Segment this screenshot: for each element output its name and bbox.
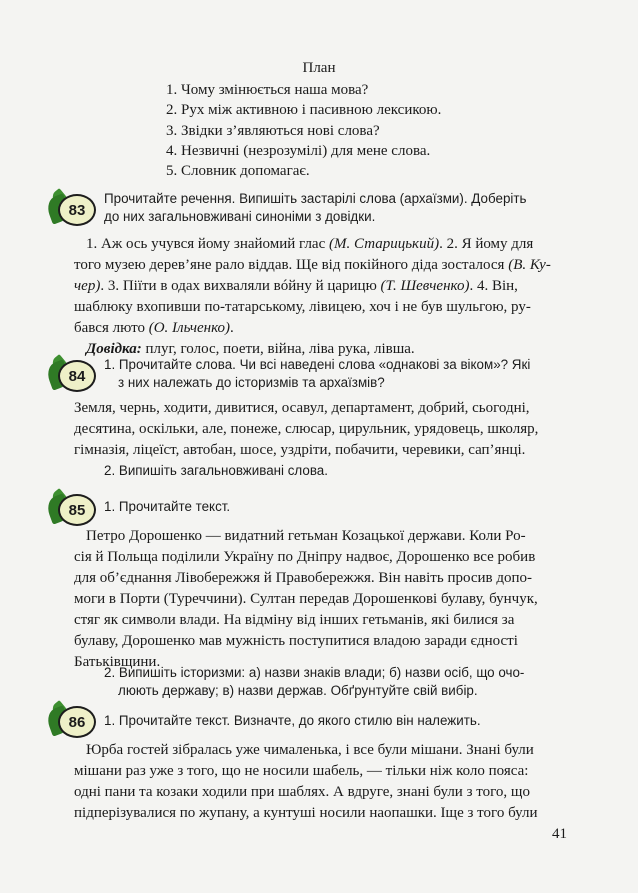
- text-line: Юрба гостей зібралась уже чималенька, і все були мішани. Знані були: [86, 742, 534, 758]
- plan-title: План: [302, 60, 336, 76]
- exercise-number: 83: [58, 194, 96, 226]
- text-fragment: 1. Аж ось учувся йому знайомий глас: [86, 236, 329, 252]
- exercise-86-badge: [48, 704, 94, 738]
- task-line: з них належать до історизмів та архаїзмів?: [118, 374, 385, 390]
- exercise-number: 84: [58, 360, 96, 392]
- author-citation: чер): [74, 278, 101, 294]
- plan-list: [166, 80, 441, 181]
- text-fragment: . 4. Він,: [469, 278, 518, 294]
- task-line: люють державу; в) назви держав. Обґрунтуйте свій вибір.: [118, 682, 478, 698]
- author-citation: (Т. Шевченко): [380, 278, 470, 294]
- exercise-84-words: [74, 398, 554, 461]
- text-line: Петро Дорошенко — видатний гетьман Козацької держави. Коли Ро-: [86, 528, 526, 544]
- text-line: Батьківщини.: [74, 654, 161, 670]
- page-number: 41: [552, 826, 567, 842]
- text-fragment: бався люто: [74, 320, 149, 336]
- exercise-86-task: 1. Прочитайте текст. Визначте, до якого стилю він належить.: [104, 713, 481, 728]
- plan-item: 2. Рух між активною і пасивною лексикою.: [166, 102, 442, 119]
- exercise-86-text: [74, 740, 554, 824]
- exercise-84-task: [104, 356, 530, 391]
- task-line: 1. Прочитайте слова. Чи всі наведені слова «однакові за віком»? Які: [104, 357, 531, 372]
- plan-item: 1. Чому змінюється наша мова?: [166, 82, 369, 98]
- text-line: сія й Польща поділили Україну по Дніпру надвоє, Дорошенко все робив: [74, 549, 536, 565]
- text-fragment: . 2. Я йому для: [439, 236, 534, 252]
- text-fragment: . 3. Піїти в одах вихваляли вóйну й царицю: [100, 278, 381, 294]
- text-line: мішани раз уже з того, що не носили шабель, — тільки ніж коло пояса:: [74, 763, 529, 779]
- text-line: Земля, чернь, ходити, дивитися, осавул, департамент, добрий, сьогодні,: [74, 400, 530, 416]
- text-fragment: шаблюку вхопивши по-татарському, лівицею, хоч і не був шульгою, ру-: [74, 299, 531, 315]
- author-citation: (В. Ку-: [508, 257, 551, 273]
- plan-item: 5. Словник допомагає.: [166, 163, 310, 180]
- exercise-84-task-2: 2. Випишіть загальновживані слова.: [104, 463, 328, 478]
- exercise-83-text: [74, 234, 554, 360]
- text-fragment: того музею дерев’яне рало віддав. Ще від покійного діда зосталося: [74, 257, 509, 273]
- text-line: стяг як символи влади. На відміну від інших гетьманів, які билися за: [74, 612, 515, 628]
- reference-label: Довідка:: [86, 341, 142, 357]
- reference-text: плуг, голос, поети, війна, ліва рука, лівша.: [141, 341, 415, 357]
- exercise-85-text: [74, 526, 554, 673]
- exercise-84-badge: [48, 358, 94, 392]
- text-line: гімназія, ліцеїст, автобан, шосе, уздріти, побачити, черевики, сап’янці.: [74, 442, 526, 458]
- exercise-85-badge: [48, 492, 94, 526]
- exercise-number: 85: [58, 494, 96, 526]
- task-line: Прочитайте речення. Випишіть застарілі слова (архаїзми). Доберіть: [104, 191, 527, 206]
- exercise-number: 86: [58, 706, 96, 738]
- text-line: одні пани та козаки ходили при шаблях. А вдруге, знані були з того, що: [74, 784, 530, 800]
- plan-item: 3. Звідки з’являються нові слова?: [166, 122, 380, 139]
- author-citation: (М. Старицький): [329, 236, 440, 252]
- text-line: булаву, Дорошенко мав мужність поступитися владою заради єдності: [74, 633, 518, 649]
- exercise-83-badge: [48, 192, 94, 226]
- task-line: 2. Випишіть історизми: а) назви знаків влади; б) назви осіб, що очо-: [104, 665, 525, 680]
- exercise-85-task: 1. Прочитайте текст.: [104, 499, 231, 514]
- exercise-85-task-2: [104, 664, 524, 699]
- author-citation: (О. Ільченко): [148, 320, 231, 336]
- text-line: моги в Порти (Туреччини). Султан передав Дорошенкові булаву, бунчук,: [74, 591, 538, 607]
- text-fragment: .: [230, 320, 234, 336]
- plan-item: 4. Незвичні (незрозумілі) для мене слова.: [166, 142, 431, 159]
- text-line: підперізувалися по жупану, а кунтуші носили наопашки. Іще з того були: [74, 805, 538, 821]
- text-line: десятина, оскільки, але, понеже, слюсар, цирульник, урядовець, школяр,: [74, 421, 539, 437]
- text-line: для об’єднання Лівобережжя й Правобережжя. Він навіть просив допо-: [74, 570, 533, 586]
- exercise-83-task: [104, 190, 526, 225]
- task-line: до них загальновживані синоніми з довідки.: [104, 208, 376, 224]
